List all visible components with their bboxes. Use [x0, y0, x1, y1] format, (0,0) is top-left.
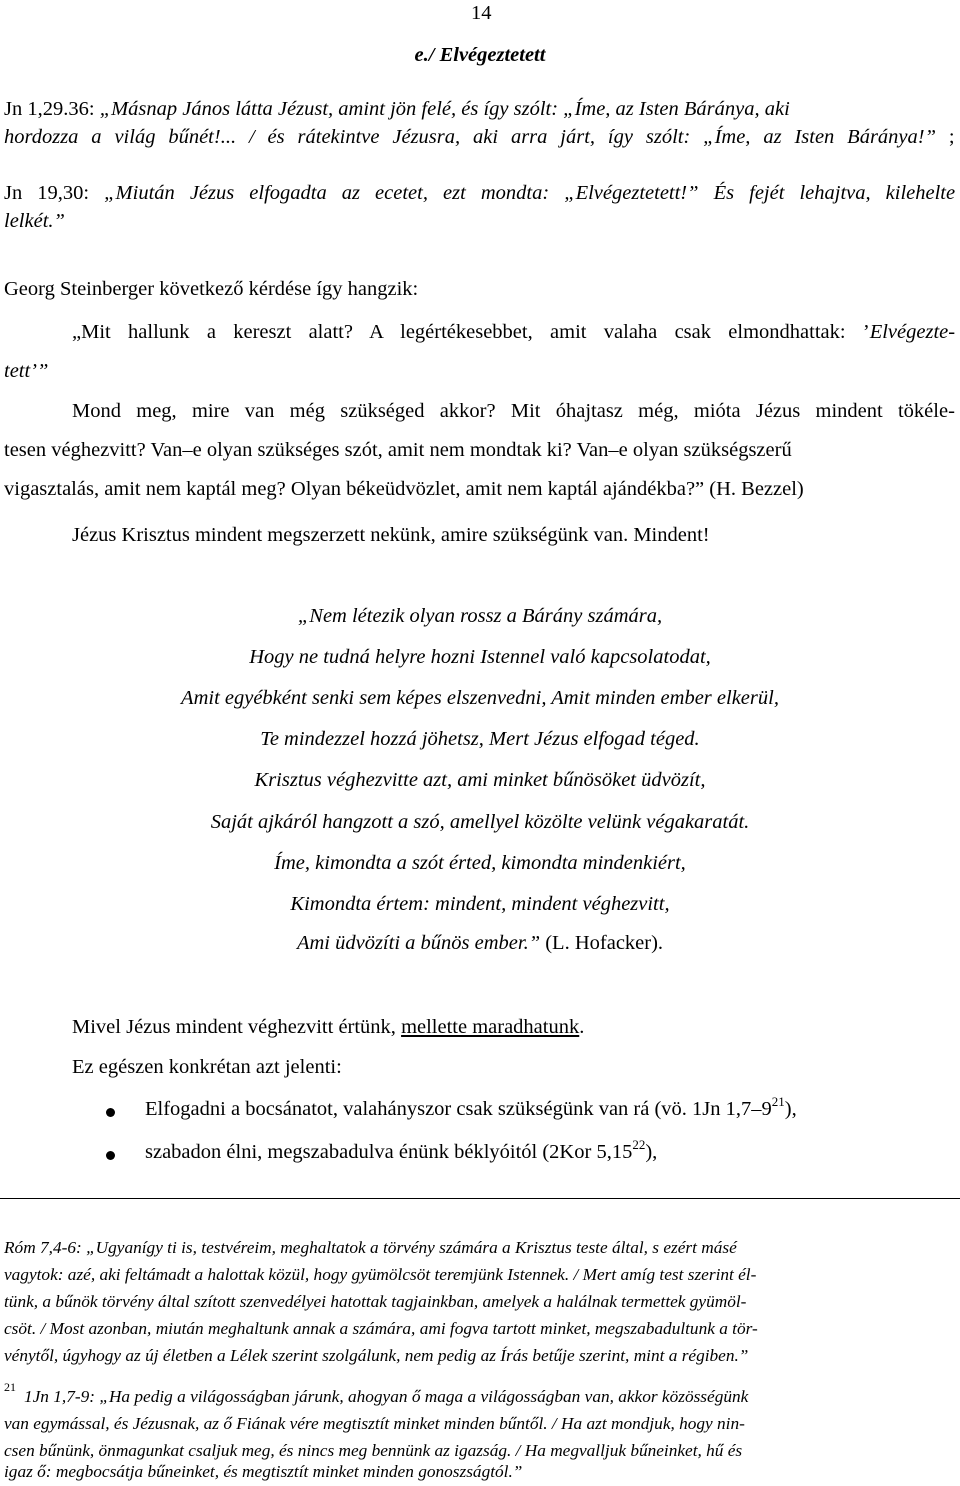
poem-line: Krisztus véghezvitte azt, ami minket bűnösöket üdvözít, — [254, 769, 706, 792]
bullet-item-2 — [145, 1137, 658, 1164]
footnote-21-line: 1Jn 1,7-9: „Ha pedig a világosságban járunk, ahogyan ő maga a világosságban van, akkor közösségünk — [24, 1387, 749, 1406]
poem-last-line — [0, 932, 960, 955]
poem-line: „Nem létezik olyan rossz a Bárány számára, — [297, 605, 663, 627]
poem-line: Te mindezzel hozzá jöhetsz, Mert Jézus elfogad téged. — [260, 728, 700, 751]
p3: Jézus Krisztus mindent megszerzett nekünk, amire szükségünk van. Mindent! — [72, 524, 710, 546]
poem-last-italic: Ami üdvözíti a bűnös ember.” — [296, 932, 541, 954]
poem-last-plain: (L. Hofacker). — [540, 932, 664, 954]
jn1-text1: „Másnap János látta Jézust, amint jön felé, és így szólt: „Íme, az Isten Báránya, aki — [99, 98, 790, 120]
footnote-rom-line: csöt. / Most azonban, miután meghaltunk annak a számára, ami fogva tartott minket, megszabadultunk a tör- — [4, 1319, 758, 1338]
footnote-rom-line: Róm 7,4-6: „Ugyanígy ti is, testvéreim, meghaltatok a törvény számára a Krisztus teste által, s ezért másé — [4, 1238, 737, 1257]
bullet-1-sup: 21 — [771, 1094, 785, 1109]
poem-line: Hogy ne tudná helyre hozni Istennel való kapcsolatodat, — [249, 646, 711, 669]
jn19-text1: „Miután Jézus elfogadta az ecetet, ezt mondta: „Elvégeztetett!” És fejét lehajtva, kilehelte — [104, 182, 956, 204]
steinberger-intro: Georg Steinberger következő kérdése így hangzik: — [4, 278, 419, 300]
jn19-ref: Jn 19,30: — [4, 182, 105, 204]
footnote-rom-line: vagytok: azé, aki feltámadt a halottak közül, hogy gyümölcsöt teremjünk Istennek. / Mert amíg test szerint él- — [4, 1265, 757, 1284]
conclusion-line1 — [72, 1016, 584, 1039]
poem-line: Amit egyébként senki sem képes elszenvedni, Amit minden ember elkerül, — [181, 687, 779, 710]
jn1-ref: Jn 1,29.36: — [4, 98, 100, 120]
poem-line: Íme, kimondta a szót érted, kimondta mindenkiért, — [274, 851, 686, 874]
jn1-line2 — [4, 126, 955, 149]
footnote-21-line: van egymással, és Jézusnak, az ő Fiának vére megtisztít minket minden bűntől. / Ha azt mondjuk, hogy nin- — [4, 1414, 745, 1433]
q1-continuation: tett’” — [4, 360, 49, 382]
poem-line: Saját ajkáról hangzott a szó, amellyel közölte velünk végakaratát. — [210, 810, 750, 833]
bullet-dot — [106, 1151, 115, 1160]
footnote-21-line: csen bűnünk, önmagunkat csaljuk meg, és nincs meg bennünk az igazság. / Ha megvalljuk bűneinket, hű és — [4, 1441, 743, 1460]
q1-plain: „Mit hallunk a kereszt alatt? A legértékesebbet, amit valaha csak elmondhattak: ’ — [72, 321, 870, 343]
q1-italic: Elvégezte- — [869, 321, 956, 343]
page-number: 14 — [471, 2, 492, 24]
poem-line: Kimondta értem: mindent, mindent véghezvitt, — [290, 892, 670, 915]
conclusion-line2: Ez egészen konkrétan azt jelenti: — [72, 1056, 342, 1078]
section-title: e./ Elvégeztetett — [414, 44, 546, 66]
footnote-rom-line: tünk, a bűnök törvény által szított szenvedélyei hatottak tagjainkban, amelyek a halálnak termettek gyümöl- — [4, 1292, 747, 1311]
conclusion-underlined: mellette maradhatunk — [401, 1016, 580, 1038]
bullet-1-text: Elfogadni a bocsánatot, valahányszor csak szükségünk van rá (vö. 1Jn 1,7–9 — [145, 1098, 772, 1120]
bullet-item-1 — [145, 1094, 797, 1121]
bullet-1-tail: ), — [784, 1098, 797, 1120]
jn1-text2: hordozza a világ bűnét!... / és rátekintve Jézusra, aki arra járt, így szólt: „Íme, az Isten Báránya!” — [4, 126, 937, 148]
jn19-line1 — [4, 182, 955, 205]
footnote-21-line: igaz ő: megbocsátja bűneinket, és megtisztít minket minden gonoszságtól.” — [4, 1462, 523, 1481]
bullet-dot — [106, 1108, 115, 1117]
p2-line2: tesen véghezvitt? Van–e olyan szükséges szót, amit nem mondtak ki? Van–e olyan szükségszerű — [4, 439, 792, 461]
bullet-2-tail: ), — [645, 1141, 658, 1163]
footnote-21-number: 21 — [4, 1380, 16, 1394]
p2-line1: Mond meg, mire van még szükséged akkor? Mit óhajtasz még, mióta Jézus mindent tökéle- — [72, 400, 955, 422]
p2-line3: vigasztalás, amit nem kaptál meg? Olyan békeüdvözlet, amit nem kaptál ajándékba?” (H. Bezzel) — [4, 478, 804, 500]
bullet-2-text: szabadon élni, megszabadulva énünk béklyóitól (2Kor 5,15 — [145, 1141, 633, 1163]
steinberger-q1 — [72, 321, 955, 344]
conclusion-post: . — [579, 1016, 585, 1038]
jn1-line1 — [4, 98, 790, 121]
jn1-tail: ; — [936, 126, 955, 148]
footnote-rom-line: vénytől, úgyhogy az új életben a Lélek szerint szolgálunk, nem pedig az Írás betűje szerint, mint a régiben.” — [4, 1346, 749, 1365]
footnote-separator — [0, 1198, 960, 1199]
bullet-2-sup: 22 — [632, 1137, 646, 1152]
conclusion-pre: Mivel Jézus mindent véghezvitt értünk, — [72, 1016, 402, 1038]
jn19-line2: lelkét.” — [4, 210, 65, 232]
